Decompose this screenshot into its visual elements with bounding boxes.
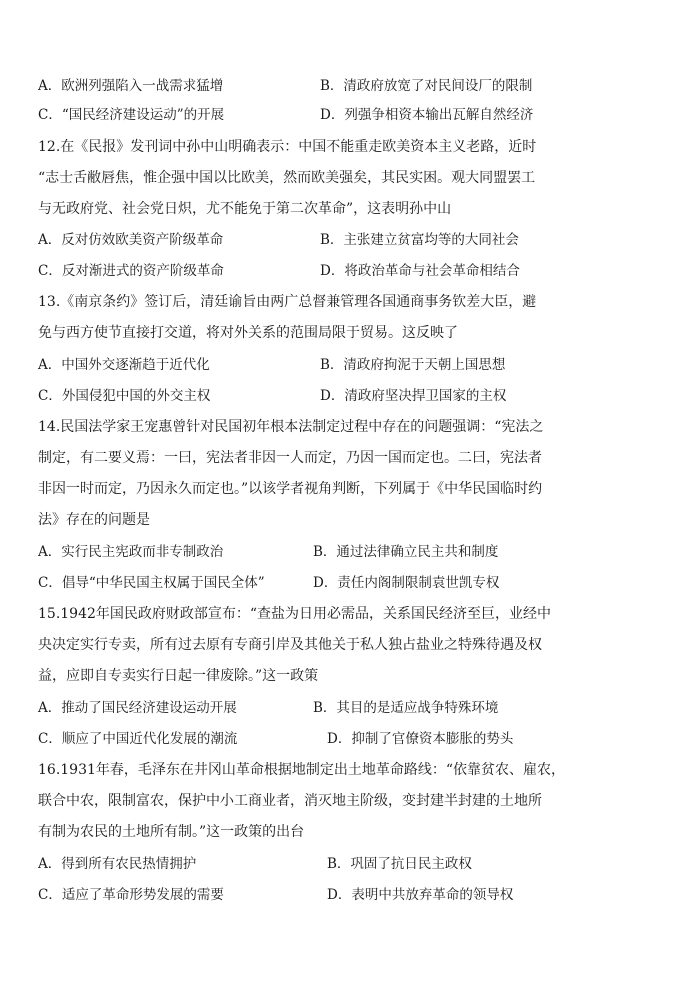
q16-option-b[interactable]: B．巩固了抗日民主政权 [327, 856, 472, 872]
q15-stem-line: 益，应即自专卖实行日起一律废除。”这一政策 [38, 668, 319, 684]
q12-option-d[interactable]: D．将政治革命与社会革命相结合 [320, 263, 520, 279]
q14-option-a[interactable]: A．实行民主宪政而非专制政治 [38, 544, 224, 560]
q14-stem-line: 14.民国法学家王宠惠曾针对民国初年根本法制定过程中存在的问题强调：“宪法之 [38, 419, 544, 435]
q16-stem-line: 联合中农，限制富农，保护中小工商业者，消灭地主阶级，变封建半封建的土地所 [38, 793, 542, 809]
q15-option-b[interactable]: B．其目的是适应战争特殊环境 [313, 700, 499, 716]
q15-option-c[interactable]: C．顺应了中国近代化发展的潮流 [38, 731, 238, 747]
q11-option-b[interactable]: B．清政府放宽了对民间设厂的限制 [320, 78, 533, 94]
q15-stem-line: 15.1942年国民政府财政部宣布：“查盐为日用必需品，关系国民经济至巨，业经中 [38, 606, 552, 622]
q12-stem-line: “志士舌敝唇焦，惟企强中国以比欧美，然而欧美强矣，其民实困。观大同盟罢工 [38, 170, 536, 186]
q11-option-a[interactable]: A．欧洲列强陷入一战需求猛增 [38, 78, 224, 94]
q14-stem-line: 非因一时而定，乃因永久而定也。”以该学者视角判断，下列属于《中华民国临时约 [38, 481, 543, 497]
q14-option-d[interactable]: D．责任内阁制限制袁世凯专权 [313, 575, 500, 591]
q14-option-b[interactable]: B．通过法律确立民主共和制度 [313, 544, 499, 560]
q13-stem-line: 免与西方使节直接打交道，将对外关系的范围局限于贸易。这反映了 [38, 325, 458, 341]
q13-option-a[interactable]: A．中国外交逐渐趋于近代化 [38, 357, 210, 373]
q15-stem-line: 央决定实行专卖，所有过去原有专商引岸及其他关于私人独占盐业之特殊待遇及权 [38, 637, 542, 653]
q12-stem-line: 与无政府党、社会党日炽，尤不能免于第二次革命”，这表明孙中山 [38, 201, 452, 217]
q16-option-d[interactable]: D．表明中共放弃革命的领导权 [327, 887, 514, 903]
q12-option-a[interactable]: A．反对仿效欧美资产阶级革命 [38, 232, 224, 248]
q14-option-c[interactable]: C．倡导“中华民国主权属于国民全体” [38, 575, 265, 591]
q15-option-d[interactable]: D．抑制了官僚资本膨胀的势头 [327, 731, 514, 747]
q11-option-c[interactable]: C．“国民经济建设运动”的开展 [38, 107, 225, 123]
q16-stem-line: 有制为农民的土地所有制。”这一政策的出台 [38, 824, 305, 840]
q12-option-b[interactable]: B．主张建立贫富均等的大同社会 [320, 232, 519, 248]
q16-option-c[interactable]: C．适应了革命形势发展的需要 [38, 887, 224, 903]
q14-stem-line: 制定，有二要义焉：一曰，宪法者非因一人而定，乃因一国而定也。二曰，宪法者 [38, 450, 542, 466]
q11-option-d[interactable]: D．列强争相资本输出瓦解自然经济 [320, 107, 534, 123]
q13-stem-line: 13.《南京条约》签订后，清廷谕旨由两广总督兼管理各国通商事务钦差大臣，避 [38, 294, 537, 310]
q13-option-c[interactable]: C．外国侵犯中国的外交主权 [38, 388, 211, 404]
q14-stem-line: 法》存在的问题是 [38, 512, 150, 528]
q12-option-c[interactable]: C．反对渐进式的资产阶级革命 [38, 263, 224, 279]
q16-option-a[interactable]: A．得到所有农民热情拥护 [38, 856, 197, 872]
q13-option-d[interactable]: D．清政府坚决捍卫国家的主权 [320, 388, 507, 404]
q16-stem-line: 16.1931年春，毛泽东在井冈山革命根据地制定出土地革命路线：“依靠贫农、雇农， [38, 762, 566, 778]
q15-option-a[interactable]: A．推动了国民经济建设运动开展 [38, 700, 237, 716]
q12-stem-line: 12.在《民报》发刊词中孙中山明确表示：中国不能重走欧美资本主义老路，近时 [38, 139, 537, 155]
q13-option-b[interactable]: B．清政府拘泥于天朝上国思想 [320, 357, 506, 373]
